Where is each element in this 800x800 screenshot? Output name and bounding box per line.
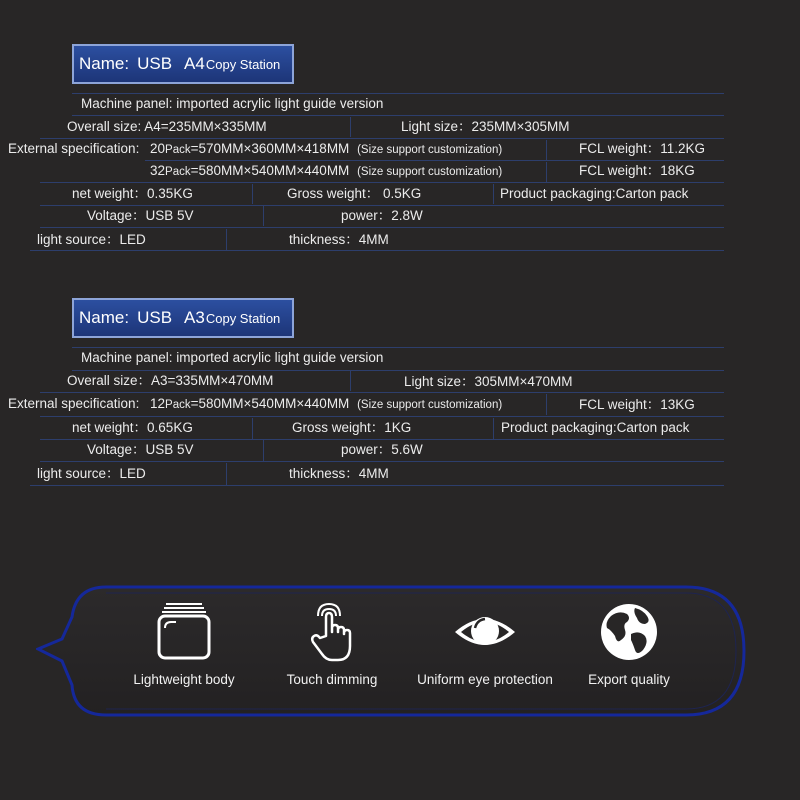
a3-fcl1: FCL weight：13KG	[579, 397, 695, 412]
a4-light-size: Light size：235MM×305MM	[401, 119, 570, 134]
divider	[40, 138, 724, 139]
a4-net-weight: net weight：0.35KG	[72, 186, 193, 201]
divider	[493, 184, 494, 204]
a3-spec1-pack: Pack	[165, 399, 191, 411]
feature-label: Lightweight body	[133, 672, 235, 687]
divider	[252, 418, 253, 439]
a3-ext-spec-label: External specification:	[8, 396, 140, 411]
eye-icon	[453, 600, 517, 664]
divider	[40, 416, 724, 417]
a4-name-model: A4	[184, 54, 205, 73]
a3-light-source: light source：LED	[37, 466, 146, 481]
feature-label: Uniform eye protection	[417, 672, 553, 687]
a4-packaging: Product packaging:Carton pack	[500, 186, 689, 201]
a4-spec1-note: (Size support customization)	[357, 144, 503, 156]
divider	[40, 461, 724, 462]
divider	[252, 184, 253, 204]
a4-fcl1: FCL weight：11.2KG	[579, 141, 706, 156]
a4-spec2	[150, 163, 502, 180]
a4-machine-panel: Machine panel: imported acrylic light guide version	[81, 96, 384, 111]
a4-spec2-note: (Size support customization)	[357, 166, 503, 178]
feature-touch	[257, 600, 407, 710]
a4-fcl2: FCL weight：18KG	[579, 163, 695, 178]
a4-spec2-count: 32	[150, 163, 166, 178]
a4-power: power：2.8W	[341, 208, 423, 223]
tablet-icon	[152, 600, 216, 664]
divider	[30, 485, 724, 486]
a4-gross-weight: Gross weight： 0.5KG	[287, 186, 422, 201]
a3-spec1	[150, 396, 502, 413]
divider	[72, 370, 724, 371]
a4-spec1-pack: Pack	[165, 144, 191, 156]
a4-name-box	[72, 44, 294, 84]
feature-label: Export quality	[588, 672, 670, 687]
divider	[493, 418, 494, 439]
divider	[350, 117, 351, 137]
a3-spec1-note: (Size support customization)	[357, 399, 503, 411]
a3-gross-weight: Gross weight：1KG	[292, 420, 412, 435]
a4-name-label: Name:	[79, 54, 130, 73]
a3-overall-size: Overall size：A3=335MM×470MM	[67, 373, 274, 388]
feature-label: Touch dimming	[286, 672, 378, 687]
a3-light-size: Light size：305MM×470MM	[404, 374, 573, 389]
a4-spec2-dims: =580MM×540MM×440MM	[190, 163, 350, 178]
a3-spec1-dims: =580MM×540MM×440MM	[190, 396, 350, 411]
feature-lightweight	[109, 600, 259, 710]
a4-ext-spec-label: External specification:	[8, 141, 140, 156]
a3-name-usb: USB	[137, 308, 173, 327]
divider	[40, 227, 724, 228]
divider	[40, 439, 724, 440]
a3-name-box	[72, 298, 294, 338]
a3-name-model: A3	[184, 308, 205, 327]
a4-thickness: thickness：4MM	[289, 232, 389, 247]
feature-export	[554, 600, 704, 710]
a3-voltage: Voltage：USB 5V	[87, 442, 194, 457]
divider	[40, 205, 724, 206]
globe-icon	[597, 600, 661, 664]
divider	[72, 93, 724, 94]
a4-spec2-pack: Pack	[165, 166, 191, 178]
a3-net-weight: net weight：0.65KG	[72, 420, 193, 435]
a3-machine-panel: Machine panel: imported acrylic light guide version	[81, 350, 384, 365]
a3-thickness: thickness：4MM	[289, 466, 389, 481]
divider	[30, 250, 724, 251]
divider	[350, 371, 351, 391]
a4-spec1	[150, 141, 502, 158]
a3-spec1-count: 12	[150, 396, 166, 411]
feature-eye	[410, 600, 560, 710]
divider	[263, 206, 264, 226]
divider	[546, 140, 547, 160]
divider	[72, 347, 724, 348]
a4-light-source: light source：LED	[37, 232, 146, 247]
divider	[40, 182, 724, 183]
divider	[40, 392, 724, 393]
divider	[546, 162, 547, 182]
divider	[546, 394, 547, 415]
divider	[72, 115, 724, 116]
divider	[263, 440, 264, 461]
touch-hand-icon	[300, 600, 364, 664]
a4-name-usb: USB	[137, 54, 173, 73]
a4-name-suffix: Copy Station	[205, 56, 281, 72]
a3-name-label: Name:	[79, 308, 130, 327]
a4-overall-size: Overall size: A4=235MM×335MM	[67, 119, 267, 134]
divider	[145, 160, 724, 161]
a3-name-suffix: Copy Station	[205, 310, 281, 326]
a3-packaging: Product packaging:Carton pack	[501, 420, 690, 435]
a4-spec1-dims: =570MM×360MM×418MM	[190, 141, 350, 156]
divider	[226, 463, 227, 485]
a4-voltage: Voltage：USB 5V	[87, 208, 194, 223]
a3-power: power：5.6W	[341, 442, 423, 457]
a4-spec1-count: 20	[150, 141, 166, 156]
divider	[226, 229, 227, 250]
